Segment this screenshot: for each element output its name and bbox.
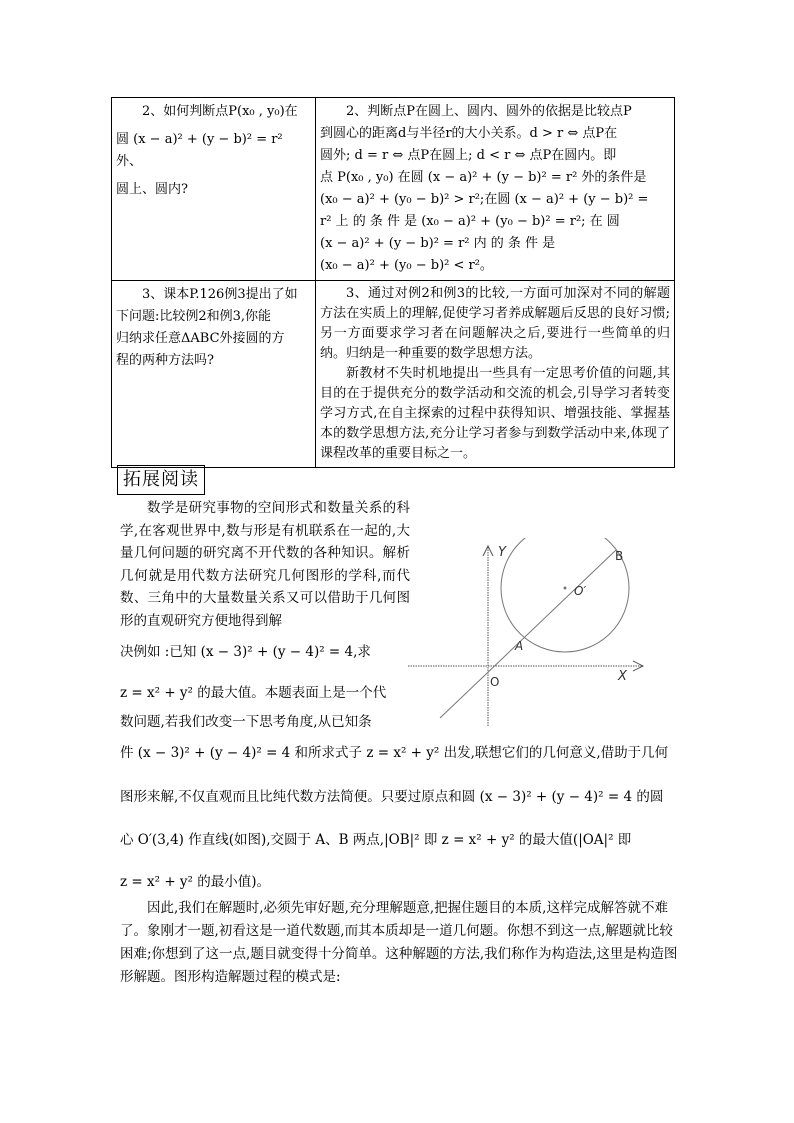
- answer-line: (x₀ − a)² + (y₀ − b)² > r²;在圆 (x − a)² + (y − b)² =: [320, 192, 649, 207]
- condition-line: 件 (x − 3)² + (y − 4)² = 4 和所求式子 z = x² + y² 出发,联想它们的几何意义,借助于几何: [120, 745, 669, 761]
- objective-line: z = x² + y² 的最大值。本题表面上是一个代: [120, 685, 387, 701]
- answer-line: r² 上 的 条 件 是 (x₀ − a)² + (y₀ − b)² = r²; 在 圆: [320, 214, 620, 229]
- table-row: [112, 281, 675, 468]
- circle-center-point: [564, 587, 567, 590]
- intro-paragraph: 数学是研究事物的空间形式和数量关系的科学,在客观世界中,数与形是有机联系在一起的,大量几何问题的研究离不开代数的各种知识。解析几何就是用代数方法研究几何图形的学科,而代数、三角中的大量数量关系又可以借助于几何图形的直观研究方便地得到解: [120, 500, 410, 629]
- question-line: 程的两种方法吗?: [116, 353, 214, 368]
- answer-line: (x₀ − a)² + (y₀ − b)² < r²。: [320, 258, 493, 273]
- line-through-origin: [440, 550, 616, 718]
- question-line: 下问题:比较例2和例3,你能: [116, 309, 272, 324]
- question-cell: [112, 281, 316, 468]
- body-line: 数问题,若我们改变一下思考角度,从已知条: [120, 714, 372, 730]
- question-line: 2、如何判断点P(x₀ , y₀)在: [142, 104, 298, 119]
- question-line: 圆上、圆内?: [116, 182, 188, 197]
- point-b-label: B: [615, 549, 624, 563]
- answer-line: 2、判断点P在圆上、圆内、圆外的依据是比较点P: [346, 104, 632, 119]
- conclusion-paragraph: 因此,我们在解题时,必须先审好题,充分理解题意,把握住题目的本质,这样完成解答就不难了。象刚才一题,初看这是一道代数题,而其本质却是一道几何题。你想不到这一点,解题就比较困难;你想到了这一点,题目就变得十分简单。这种解题的方法,我们称作为构造法,这里是构造图形解题。图形构造解题过程的模式是:: [120, 900, 678, 985]
- answer-cell: [316, 281, 675, 468]
- coordinate-figure: [408, 538, 668, 728]
- question-line: 圆 (x − a)² + (y − b)² = r² 外、: [116, 132, 283, 169]
- y-axis-label: Y: [498, 545, 506, 560]
- section-title: 拓展阅读: [117, 465, 205, 495]
- answer-paragraph: 3、通过对例2和例3的比较,一方面可加深对不同的解题方法在实质上的理解,促使学习者养成解题后反思的良好习惯;另一方面要求学习者在问题解决之后,要进行一些简单的归纳。归纳是一种重要的数学思想方法。: [320, 286, 670, 361]
- answer-cell: [316, 98, 675, 281]
- qa-table: [111, 97, 675, 468]
- answer-line: 圆外; d = r ⇔ 点P在圆上; d < r ⇔ 点P在圆内。即: [320, 148, 617, 163]
- circle-o-prime: [501, 538, 629, 652]
- example-line: 决例如 :已知 (x − 3)² + (y − 4)² = 4,求: [120, 644, 371, 660]
- answer-line: 点 P(x₀ , y₀) 在圆 (x − a)² + (y − b)² = r² 外的条件是: [320, 170, 647, 185]
- question-line: 3、课本P.126例3提出了如: [142, 287, 298, 302]
- graph-line: 图形来解,不仅直观而且比纯代数方法简便。只要过原点和圆 (x − 3)² + (y − 4)² = 4 的圆: [120, 789, 664, 805]
- center-line: 心 O′(3,4) 作直线(如图),交圆于 A、B 两点,|OB|² 即 z = x² + y² 的最大值(|OA|² 即: [120, 832, 632, 848]
- origin-label: O: [490, 675, 500, 689]
- answer-line: 到圆心的距离d与半径r的大小关系。d > r ⇔ 点P在: [320, 126, 618, 141]
- answer-paragraph: 新教材不失时机地提出一些具有一定思考价值的问题,其目的在于提供充分的数学活动和交流的机会,引导学习者转变学习方式,在自主探索的过程中获得知识、增强技能、掌握基本的数学思想方法,充分让学习者参与到数学活动中来,体现了课程改革的重要目标之一。: [320, 366, 670, 461]
- x-axis-label: X: [618, 669, 627, 684]
- answer-line: (x − a)² + (y − b)² = r² 内 的 条 件 是: [320, 236, 556, 251]
- question-line: 归纳求任意ΔABC外接圆的方: [116, 331, 285, 346]
- min-line: z = x² + y² 的最小值)。: [120, 874, 271, 890]
- question-cell: [112, 98, 316, 281]
- table-row: [112, 98, 675, 281]
- center-label: O′: [574, 584, 587, 598]
- point-a-label: A: [515, 639, 524, 653]
